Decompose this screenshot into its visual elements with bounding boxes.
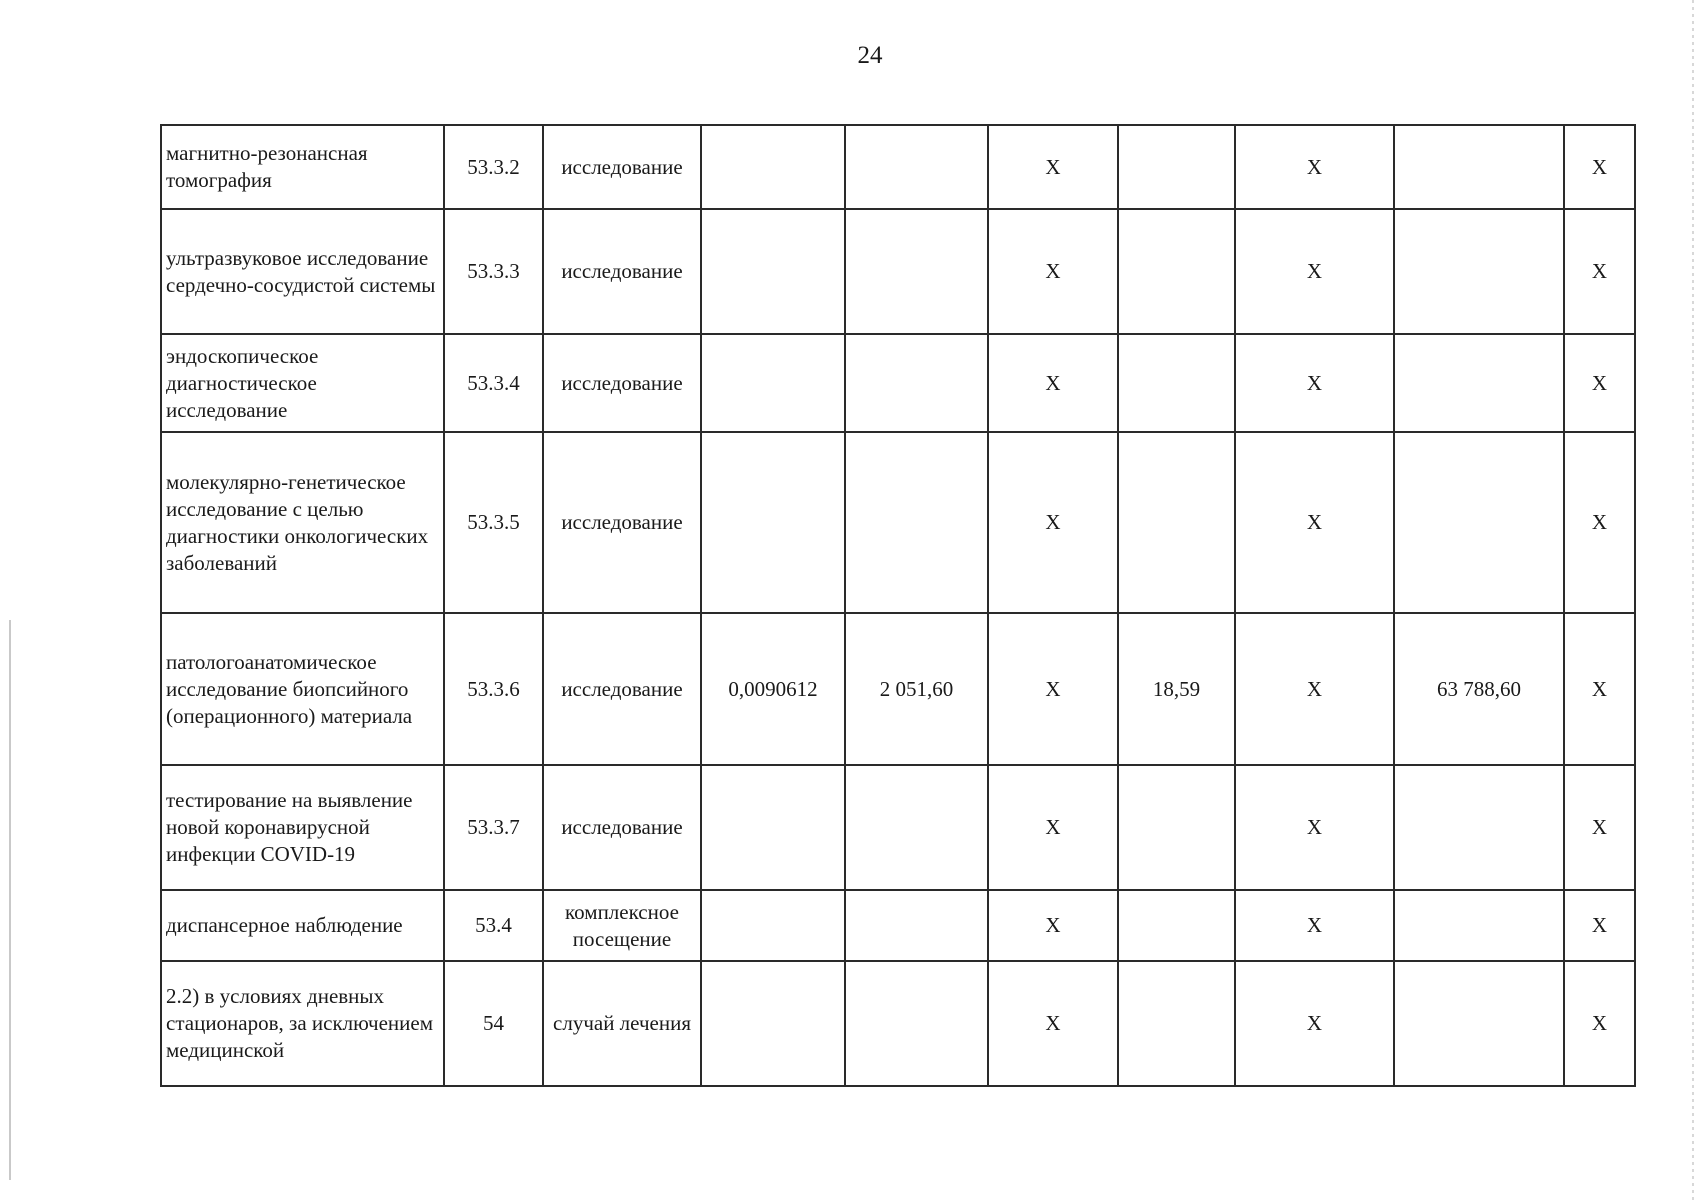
row-unit-cell: исследование [543,209,701,334]
row-unit-cell: исследование [543,765,701,890]
row-unit-cell: исследование [543,334,701,432]
row-col5-cell [845,334,988,432]
row-col9-cell [1394,961,1564,1086]
row-col10-cell: X [1564,765,1635,890]
row-code-cell: 53.3.2 [444,125,543,209]
row-col8-cell: X [1235,890,1394,961]
row-col5-cell [845,961,988,1086]
row-col8-cell: X [1235,961,1394,1086]
scan-edge-right [1692,0,1694,1200]
row-unit-cell: случай лечения [543,961,701,1086]
row-col6-cell: X [988,125,1118,209]
row-code-cell: 53.4 [444,890,543,961]
row-col9-cell [1394,334,1564,432]
row-unit-cell: исследование [543,432,701,613]
row-col10-cell: X [1564,890,1635,961]
row-col6-cell: X [988,613,1118,765]
row-code-cell: 53.3.7 [444,765,543,890]
scan-edge-left [9,620,11,1180]
row-code-cell: 53.3.4 [444,334,543,432]
row-col4-cell [701,334,845,432]
row-col5-cell [845,890,988,961]
row-col8-cell: X [1235,432,1394,613]
row-col7-cell [1118,209,1235,334]
row-col7-cell [1118,125,1235,209]
row-col7-cell [1118,334,1235,432]
row-col10-cell: X [1564,432,1635,613]
table-row [161,961,1635,1086]
row-col6-cell: X [988,209,1118,334]
row-col5-cell [845,125,988,209]
row-col9-cell [1394,890,1564,961]
row-col10-cell: X [1564,334,1635,432]
row-col4-cell [701,209,845,334]
row-code-cell: 53.3.6 [444,613,543,765]
table-row [161,432,1635,613]
row-col7-cell [1118,765,1235,890]
row-unit-cell: исследование [543,613,701,765]
row-col6-cell: X [988,334,1118,432]
row-col8-cell: X [1235,209,1394,334]
row-name-cell: диспансерное наблюдение [161,890,444,961]
row-name-cell: тестирование на выявление новой коронавирусной инфекции COVID-19 [161,765,444,890]
row-col7-cell: 18,59 [1118,613,1235,765]
row-col8-cell: X [1235,125,1394,209]
tariff-table [160,124,1636,1087]
row-col9-cell [1394,432,1564,613]
row-col6-cell: X [988,432,1118,613]
row-name-cell: магнитно-резонансная томография [161,125,444,209]
row-col10-cell: X [1564,209,1635,334]
row-col5-cell: 2 051,60 [845,613,988,765]
row-col5-cell [845,432,988,613]
row-code-cell: 53.3.5 [444,432,543,613]
row-col6-cell: X [988,765,1118,890]
row-col10-cell: X [1564,125,1635,209]
row-unit-cell: исследование [543,125,701,209]
row-col4-cell [701,432,845,613]
row-col7-cell [1118,432,1235,613]
row-col5-cell [845,765,988,890]
row-col7-cell [1118,890,1235,961]
table-row [161,125,1635,209]
table-row [161,765,1635,890]
row-name-cell: молекулярно-генетическое исследование с целью диагностики онкологических заболеваний [161,432,444,613]
row-name-cell: эндоскопическое диагностическое исследование [161,334,444,432]
row-col9-cell [1394,765,1564,890]
table-row [161,334,1635,432]
row-col8-cell: X [1235,613,1394,765]
row-col7-cell [1118,961,1235,1086]
row-col6-cell: X [988,961,1118,1086]
row-col4-cell [701,125,845,209]
table-row [161,613,1635,765]
row-col8-cell: X [1235,334,1394,432]
row-col8-cell: X [1235,765,1394,890]
row-col4-cell [701,961,845,1086]
table-row [161,890,1635,961]
row-code-cell: 54 [444,961,543,1086]
row-col4-cell: 0,0090612 [701,613,845,765]
row-unit-cell: комплексное посещение [543,890,701,961]
row-col6-cell: X [988,890,1118,961]
page-number: 24 [857,42,883,69]
row-name-cell: 2.2) в условиях дневных стационаров, за исключением медицинской [161,961,444,1086]
row-col4-cell [701,765,845,890]
table-row [161,209,1635,334]
row-col10-cell: X [1564,613,1635,765]
row-code-cell: 53.3.3 [444,209,543,334]
row-col5-cell [845,209,988,334]
row-col10-cell: X [1564,961,1635,1086]
row-col9-cell [1394,125,1564,209]
row-name-cell: ультразвуковое исследование сердечно-сосудистой системы [161,209,444,334]
row-col9-cell [1394,209,1564,334]
row-col4-cell [701,890,845,961]
row-name-cell: патологоанатомическое исследование биопсийного (операционного) материала [161,613,444,765]
row-col9-cell: 63 788,60 [1394,613,1564,765]
